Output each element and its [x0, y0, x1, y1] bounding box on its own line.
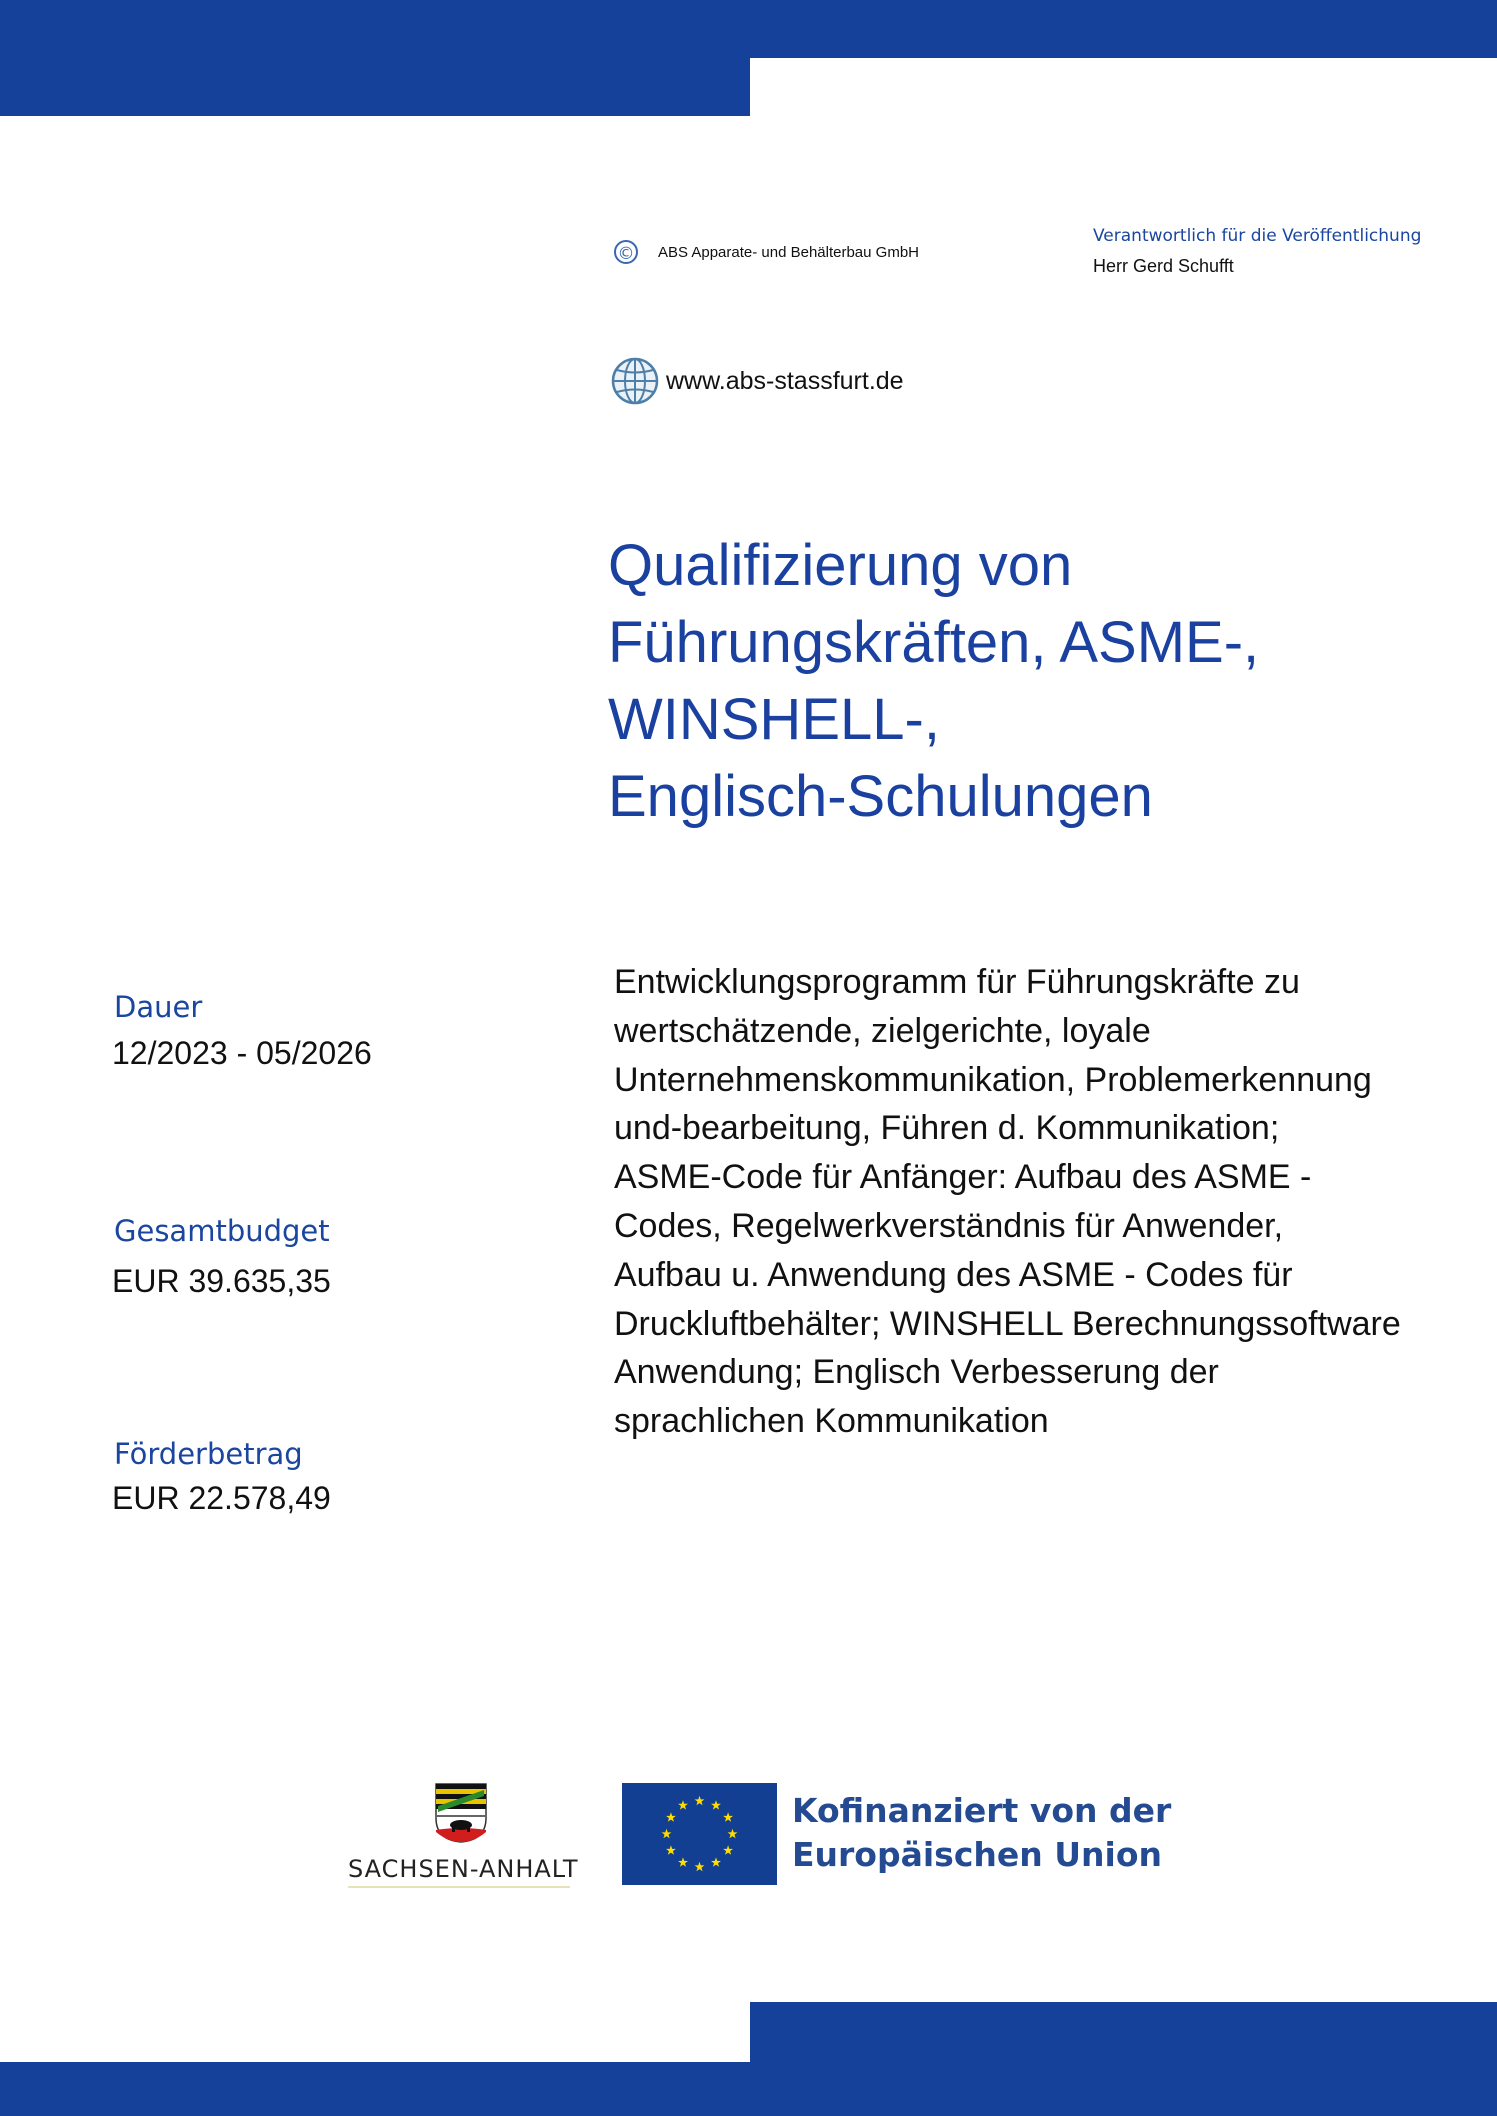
description-line: Unternehmenskommunikation, Problemerkennung	[614, 1060, 1372, 1099]
eu-star	[678, 1857, 688, 1866]
website-link[interactable]: www.abs-stassfurt.de	[666, 366, 904, 395]
description-line: Aufbau u. Anwendung des ASME - Codes für	[614, 1255, 1293, 1294]
eu-star	[678, 1800, 688, 1809]
funding-value: EUR 22.578,49	[112, 1480, 331, 1516]
eu-star	[695, 1862, 705, 1871]
description-line: wertschätzende, zielgerichte, loyale	[614, 1011, 1151, 1050]
coat-of-arms-icon	[434, 1782, 488, 1844]
description-line: Entwicklungsprogramm für Führungskräfte zu	[614, 963, 1300, 1001]
responsible-label: Verantwortlich für die Veröffentlichung	[1093, 226, 1422, 246]
duration-value: 12/2023 - 05/2026	[112, 1035, 372, 1071]
eu-stars	[622, 1783, 777, 1885]
eu-text-line: Kofinanziert von der	[792, 1791, 1172, 1830]
company-name: ABS Apparate- und Behälterbau GmbH	[658, 243, 919, 261]
copyright-line	[614, 240, 919, 264]
eu-cofinanced-text	[792, 1789, 1192, 1877]
budget-value: EUR 39.635,35	[112, 1263, 331, 1299]
copyright-icon: ©	[614, 240, 638, 264]
eu-flag-icon	[622, 1783, 777, 1885]
eu-star	[711, 1800, 721, 1809]
eu-star	[711, 1857, 721, 1866]
duration-label: Dauer	[114, 990, 203, 1024]
project-title	[608, 527, 1428, 835]
eu-star	[728, 1829, 738, 1838]
footer-band-step	[750, 2002, 1497, 2062]
responsible-person: Herr Gerd Schufft	[1093, 256, 1234, 276]
eu-text-line: Europäischen Union	[792, 1835, 1163, 1874]
funding-label: Förderbetrag	[114, 1437, 303, 1471]
globe-icon	[610, 356, 660, 406]
state-name: SACHSEN-ANHALT	[348, 1855, 579, 1883]
eu-star	[723, 1845, 733, 1854]
header-band-step	[0, 58, 750, 116]
eu-star	[695, 1796, 705, 1805]
title-line: Qualifizierung von	[608, 533, 1073, 598]
project-description	[614, 958, 1474, 1446]
description-line: Codes, Regelwerkverständnis für Anwender,	[614, 1206, 1284, 1245]
website-line	[610, 356, 904, 406]
eu-star	[666, 1845, 676, 1854]
eu-star	[666, 1812, 676, 1821]
budget-label: Gesamtbudget	[114, 1214, 330, 1248]
header-band	[0, 0, 1497, 58]
title-line: Führungskräften, ASME-,	[608, 610, 1260, 675]
description-line: Anwendung; Englisch Verbesserung der	[614, 1353, 1219, 1392]
title-line: WINSHELL-,	[608, 687, 940, 752]
description-line: und-bearbeitung, Führen d. Kommunikation;	[614, 1109, 1280, 1148]
eu-star	[723, 1812, 733, 1821]
footer-band	[0, 2062, 1497, 2116]
title-line: Englisch-Schulungen	[608, 764, 1153, 829]
eu-star	[662, 1829, 672, 1838]
description-line: ASME-Code für Anfänger: Aufbau des ASME -	[614, 1158, 1312, 1197]
state-underline	[348, 1886, 570, 1888]
description-line: sprachlichen Kommunikation	[614, 1402, 1049, 1441]
description-line: Druckluftbehälter; WINSHELL Berechnungssoftware	[614, 1304, 1401, 1343]
